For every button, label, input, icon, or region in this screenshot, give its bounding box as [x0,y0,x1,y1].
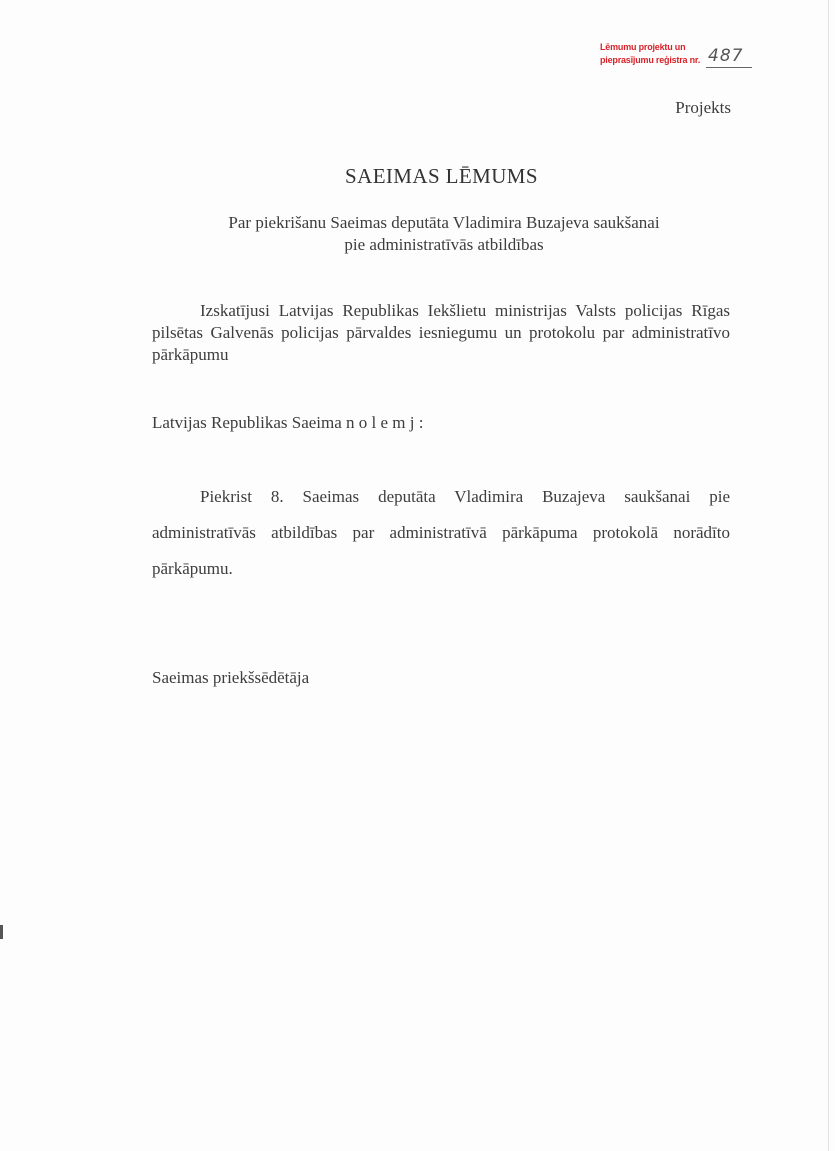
stamp-line-2: pieprasījumu reģistra nr. [600,55,701,65]
paragraph-resolution: Latvijas Republikas Saeima n o l e m j : [152,413,424,432]
document-subtitle [0,212,835,256]
subtitle-line-1: Par piekrišanu Saeimas deputāta Vladimira Buzajeva saukšanai [228,213,660,232]
stamp-underline [706,67,752,68]
signature-title: Saeimas priekšsēdētāja [152,668,310,687]
stamp-registry-number: 487 [708,46,744,66]
document-title: SAEIMAS LĒMUMS [345,164,538,188]
paragraph-preamble: Izskatījusi Latvijas Republikas Iekšlietu ministrijas Valsts policijas Rīgas pilsētas Galvenās policijas pārvaldes iesniegumu un protokolu par administratīvo pārkāpumu [152,301,730,364]
draft-label: Projekts [675,98,731,117]
scan-mark [0,925,3,939]
subtitle-line-2: pie administratīvās atbildības [344,235,544,254]
registry-stamp [600,40,770,74]
paragraph-decision: Piekrist 8. Saeimas deputāta Vladimira Buzajeva saukšanai pie administratīvās atbildības par administratīvā pārkāpuma protokolā norādīto pārkāpumu. [152,487,730,578]
stamp-line-1: Lēmumu projektu un [600,42,686,52]
